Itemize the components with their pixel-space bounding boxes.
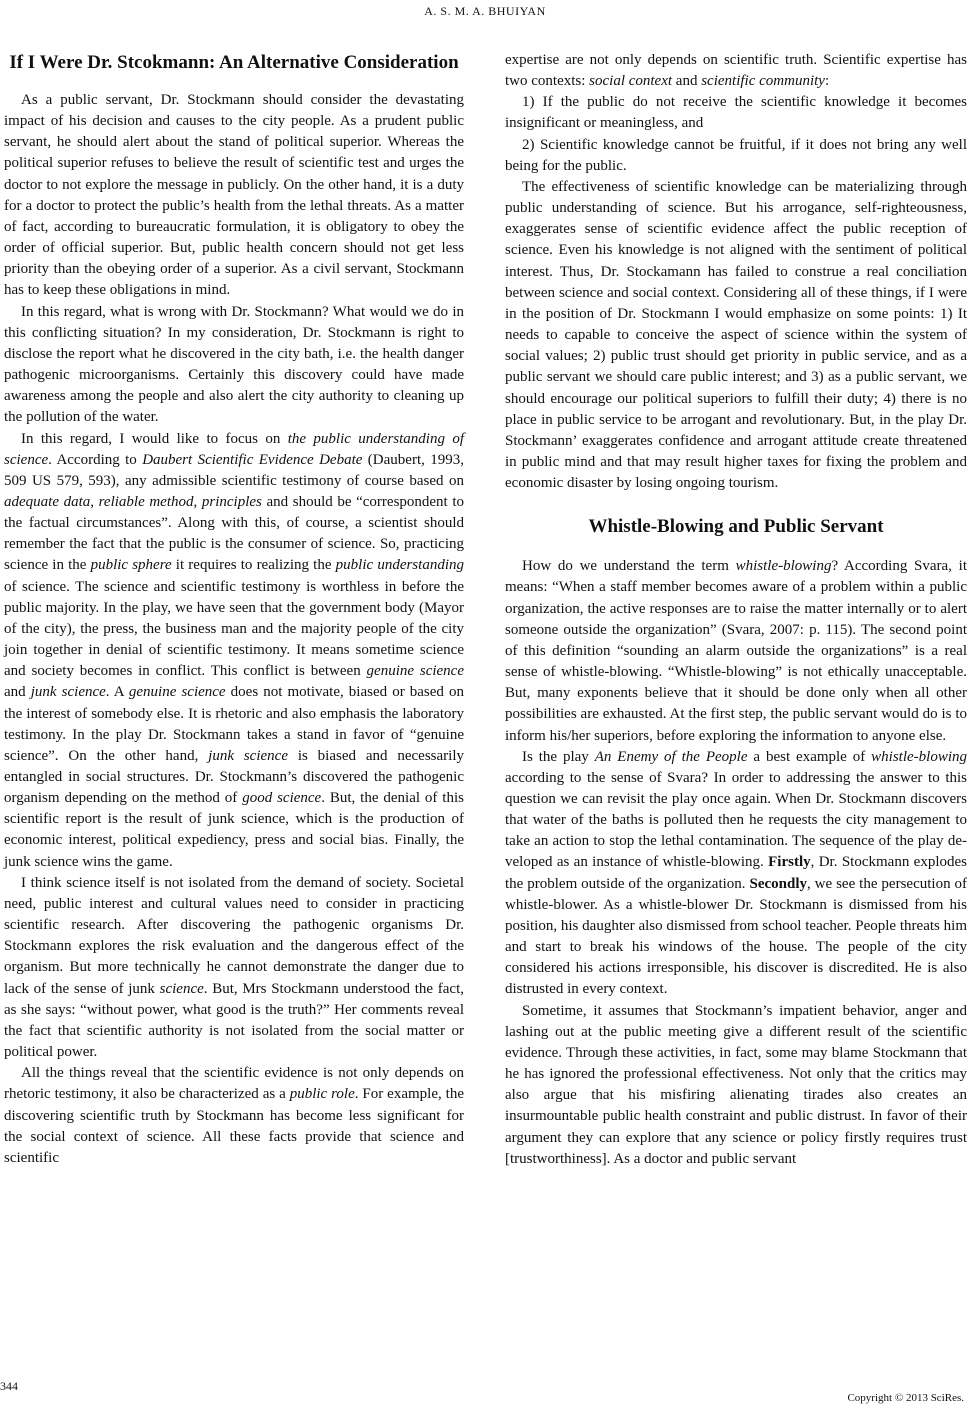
paragraph: I think science itself is not isolated from the demand of society. Societal need, public interest and cultural values need to consider in practicing scientific research. After discovering the pathogenic organisms Dr. Stockmann explores the risk evaluation and the dangerous effect of the organism. But more technically he cannot demonstrate the danger due to lack of the sense of junk science. But, Mrs Stockmann understood the fact, as she says: “without power, what good is the truth?” Her comments reveal the fact that scientific authority is not isolated from the social matter or political power. [4,874,464,1061]
left-column [4,52,464,1169]
paragraph: Is the play An Enemy of the People a best example of whistle-blowing according to the sense of Svara? In order to addressing the answer to this question we can revisit the play once again. When Dr. Stockmann discovers that water of the baths is polluted then he requests the city management to take an action to stop the lethal contamination. The sequence of the play developed as an instance of whistle-blowing. Firstly, Dr. Stockmann explodes the problem outside of the organization. Secondly, we see the persecution of whistle-blower. As a whistle-blower Dr. Stockmann is dismissed from his position, his daughter also dismissed from school teacher. People threats him and start to break his windows of the house. The people of the city considered his actions irresponsible, his discover is discredited. He is also distrusted in every context. [505,748,968,998]
list-item: 2) Scientific knowledge cannot be fruitful, if it does not bring any well being for the public. [505,136,967,174]
page-number: 344 [0,1379,18,1393]
paragraph: The effectiveness of scientific knowledge can be materializing through public understanding of science. But his arrogance, self-righteousness, exaggerates sense of scientific evidence affect the public reception of science. Even his knowledge is not aligned with the sentiment of political interest. Thus, Dr. Stockamann has failed to construe a real conciliation between science and social context. Considering all of these things, if I were in the position of Dr. Stockmann I would emphasize on some points: 1) It needs to capable to conceive the aspect of science within the system of social values; 2) public trust should get priority in public service, and as a public servant we should care public interest; and 3) as a public servant, we should encourage our political superiors to fulfill their duty; 4) there is no place in public service to be arrogant and revolutionary. But, in the play Dr. Stockmann’ exaggerates confidence and arrogant attitude create threatened in public mind and that may result higher taxes for fixing the problem and economic disaster by losing ongoing tourism. [505,178,967,492]
paragraph: All the things reveal that the scientific evidence is not only depends on rhetoric testimony, it also be characterized as a public role. For example, the discovering scientific truth by Stockmann has become less significant for the social context of science. All these facts provide that science and scientific [4,1065,464,1166]
running-head: A. S. M. A. BHUIYAN [424,4,546,18]
paragraph: Sometime, it assumes that Stockmann’s impatient behavior, anger and lashing out at the public meeting give a different result of the scientific evidence. Through these activities, in fact, some may blame Stockmann that he has ignored the professional effectiveness. Not only that the critics may also argue that his misfiring alienating tirades also creates an insurmountable public health constraint and public distrust. In favor of their argument they can explore that any science or policy firstly requires trust [trustworthiness]. As a doctor and public servant [505,1002,967,1167]
paragraph: How do we understand the term whistle-blowing? According Svara, it means: “When a staff member becomes aware of a problem within a public organization, the active responses are to raise the matter internally or to alert someone outside the organization” (Svara, 2007: p. 115). The second point of this definition “sounding an alarm outside the organizations” is a real sense of whistle-blowing. “Whistle-blowing” is not ethically unacceptable. But, many exponents believe that it should be done only when all other possibilities are exhausted. At the first step, the public servant would do is to inform his/her superiors, before exploring the information to anyone else. [505,558,967,744]
paragraph: In this regard, what is wrong with Dr. Stockmann? What would we do in this conflicting situation? In my consideration, Dr. Stockmann is right to disclose the report what he discovered in the city bath, i.e. the health danger pathogenic microorganisms. Certainly this discovery could have made awareness among the people and also alert the city authority to cleaning up the pollution of the water. [4,303,464,426]
list-item: 1) If the public do not receive the scientific knowledge it becomes insignificant or meaningless, and [505,94,967,132]
section-heading-whistle-blowing: Whistle-Blowing and Public Servant [588,516,884,538]
right-column [505,50,967,1170]
copyright-notice: Copyright © 2013 SciRes. [847,1392,964,1404]
paragraph: expertise are not only depends on scientific truth. Scientific expertise has two contexts: social context and scientific community: [505,52,967,90]
paragraph: As a public servant, Dr. Stockmann should consider the devastating impact of his decision and causes to the city people. As a prudent public servant, he should alert about the stand of political superior. Whereas the political superior refuses to believe the result of scientific test and urges the doctor to not explore the message in publicly. On the other hand, it is a duty for a doctor to protect the public’s health from the lethal threats. As a matter of fact, according to bureaucratic formulation, it is obligatory to obey the order of official superior. But, public health concern should not get less priority than the obeying order of a superior. As a civil servant, Stockmann has to keep these obligations in mind. [4,92,464,299]
section-heading-alternative: If I Were Dr. Stcokmann: An Alternative Consideration [9,52,459,73]
paragraph: In this regard, I would like to focus on the public understanding of science. According to Daubert Scientific Evidence Debate (Daubert, 1993, 509 US 579, 593), any admissible scientific testimony of course based on adequate data, reliable method, principles and should be “correspondent to the factual circumstances”. Along with this, of course, a scientist should remember the fact that the public is the consumer of science. So, practicing science in the public sphere it requires to realizing the public understanding of science. The science and scientific testimony is worthless in before the public majority. In the play, we have seen that the government body (Mayor of the city), the press, the business man and the majority people of the city join together in denial of scientific testimony. It means sometime science and society becomes in conflict. This conflict is between genuine science and junk science. A genuine science does not motivate, biased or based on the interest of somebody else. It is rhetoric and also emphasis the laboratory testimony. In the play Dr. Stockmann takes a stand in favor of “genuine science”. On the other hand, junk science is biased and necessarily entangled in social structures. Dr. Stockmann’s discovered the pathogenic organism depending on the method of good science. But, the denial of this scientific report is the result of junk science, which is the production of economic interest, political expediency, press and social bias. Finally, the junk science wins the game. [4,430,465,870]
